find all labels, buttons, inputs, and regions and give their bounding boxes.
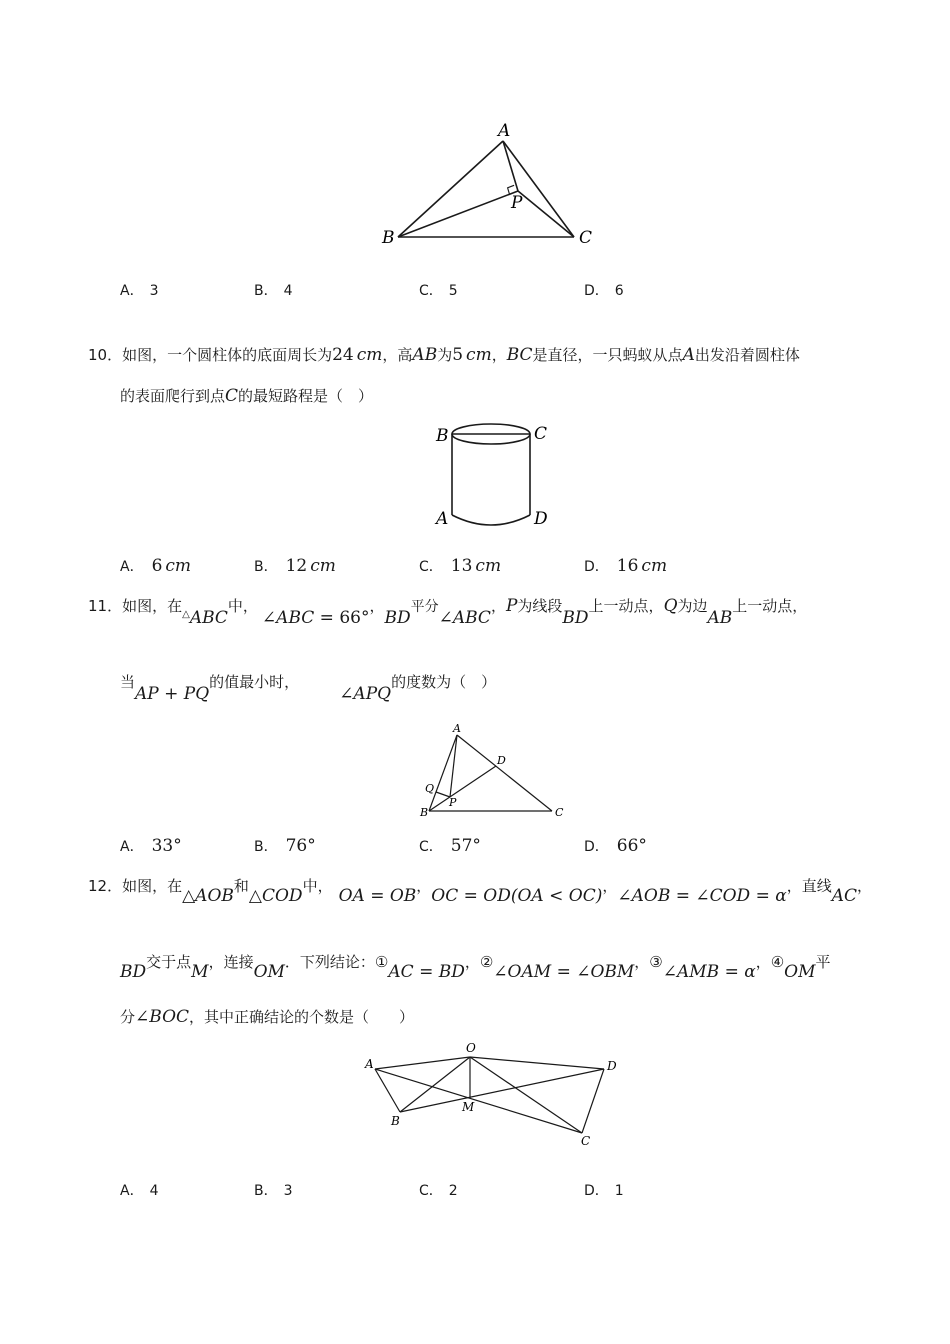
- q9-label-a: A: [498, 121, 511, 141]
- q10-option-d: D． 16 cm: [584, 556, 668, 576]
- q10-number: 10．: [88, 346, 123, 364]
- q12-label-a: A: [365, 1057, 374, 1071]
- q12-number: 12．: [88, 877, 123, 895]
- q12-segment-dc: [582, 1069, 604, 1133]
- q11-line2: 当AP + PQ的值最小时，∠APQ的度数为（ ）: [120, 673, 497, 704]
- q12-segment-ac: [375, 1069, 582, 1133]
- q9-option-d: D． 6: [584, 283, 624, 299]
- q12-segment-oc: [470, 1057, 582, 1133]
- q10-line1: 10．如图，一个圆柱体的底面周长为24 cm，高AB为5 cm，BC是直径，一只蚂蚁从点A出发沿着圆柱体: [88, 345, 800, 365]
- q12-segment-oa: [375, 1057, 470, 1069]
- q11-label-a: A: [453, 722, 461, 735]
- q11-option-d: D． 66°: [584, 836, 647, 856]
- q12-line2: BD交于点M，连接OM．下列结论：①AC = BD，②∠OAM = ∠OBM，③∠AMB = α，④OM平: [120, 953, 831, 982]
- q11-label-c: C: [555, 806, 564, 819]
- q12-label-c: C: [581, 1134, 591, 1148]
- q12-label-o: O: [466, 1041, 476, 1055]
- q11-option-c: C． 57°: [419, 836, 481, 856]
- q12-option-a: A． 4: [120, 1183, 159, 1199]
- q9-option-a: A． 3: [120, 283, 159, 299]
- q10-line2: 的表面爬行到点C的最短路程是（ ）: [120, 386, 374, 406]
- q12-segment-bd: [400, 1069, 604, 1112]
- q10-label-d: D: [534, 509, 548, 529]
- q12-label-m: M: [462, 1100, 475, 1114]
- q11-label-d: D: [497, 754, 506, 767]
- q9-option-c: C． 5: [419, 283, 458, 299]
- q11-label-p: P: [449, 796, 457, 809]
- q10-option-a: A． 6 cm: [120, 556, 192, 576]
- q9-option-b: B． 4: [254, 283, 293, 299]
- q12-option-c: C． 2: [419, 1183, 458, 1199]
- q10-label-c: C: [534, 424, 548, 444]
- q10-option-c: C． 13 cm: [419, 556, 502, 576]
- q11-option-b: B． 76°: [254, 836, 316, 856]
- q12-segment-ob: [400, 1057, 470, 1112]
- q10-option-b: B． 12 cm: [254, 556, 336, 576]
- q12-label-d: D: [607, 1059, 617, 1073]
- q11-label-q: Q: [425, 782, 435, 795]
- q12-label-b: B: [391, 1114, 400, 1128]
- q10-label-a: A: [436, 509, 449, 529]
- q11-label-b: B: [420, 806, 429, 819]
- q12-line3: 分∠BOC，其中正确结论的个数是（ ）: [120, 1007, 415, 1027]
- q12-option-d: D． 1: [584, 1183, 624, 1199]
- q9-label-b: B: [382, 228, 395, 248]
- q9-label-p: P: [511, 193, 523, 213]
- q12-segment-od: [470, 1057, 604, 1069]
- q9-label-c: C: [579, 228, 593, 248]
- q10-label-b: B: [436, 426, 449, 446]
- q12-option-b: B． 3: [254, 1183, 293, 1199]
- q11-number: 11．: [88, 597, 123, 615]
- q12-line1: 12．如图，在△AOB和△COD中， OA = OB，OC = OD(OA < OC)，∠AOB = ∠COD = α，直线AC，: [88, 877, 873, 906]
- q11-line1: 11．如图，在$_\triangle$ABC中，∠ABC = 66°，BD平分∠ABC，P为线段BD上一动点，Q为边AB上一动点，: [88, 596, 808, 628]
- q11-option-a: A． 33°: [120, 836, 182, 856]
